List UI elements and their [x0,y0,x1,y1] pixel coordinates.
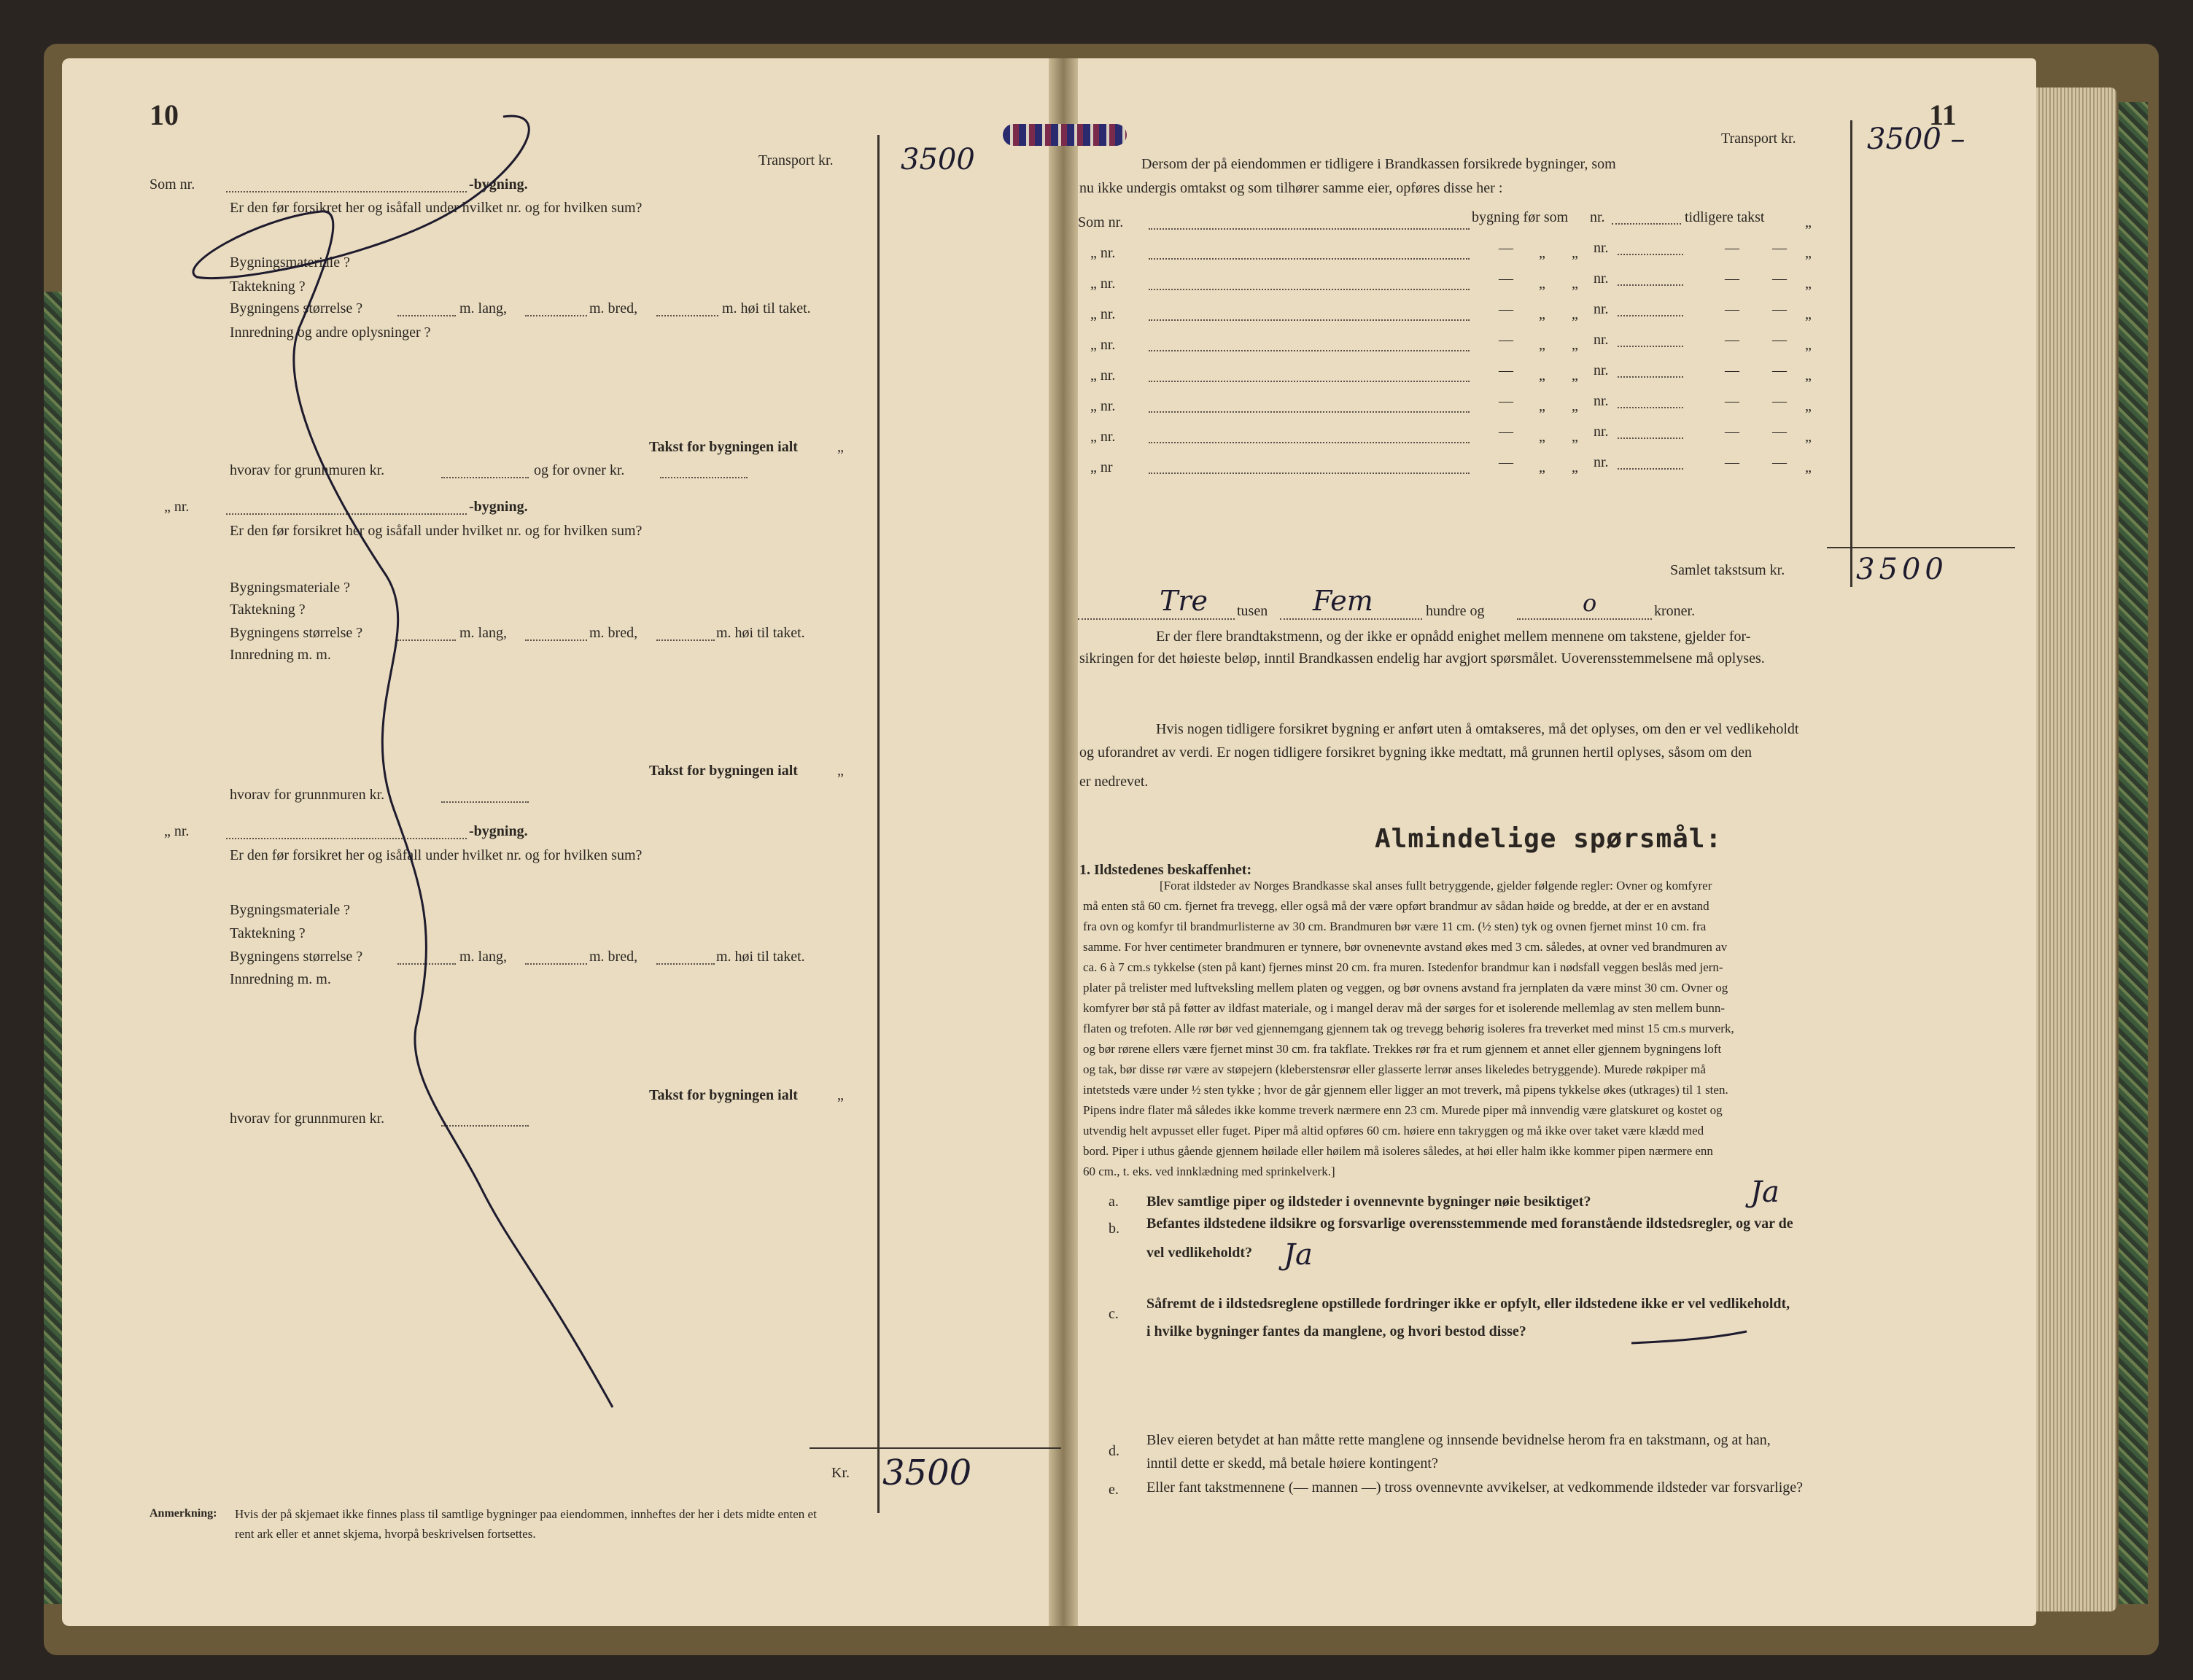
row-ditto: „ [1539,429,1545,445]
building-nr-field[interactable] [1149,228,1470,230]
row-ditto: „ [1539,368,1545,384]
page-edges [2036,88,2116,1611]
takst-label: Takst for bygningen ialt [649,763,798,779]
width-unit: m. bred, [589,949,638,965]
kr-value-left: 3500 [882,1452,972,1493]
row-dash: — [1772,454,1787,470]
para2-line-3: er nedrevet. [1079,774,1149,790]
hundre-label: hundre og [1426,603,1485,619]
regulation-line: 60 cm., t. eks. ved innklædning med sprinkelverk.] [1083,1164,1335,1178]
question-b-line-1: Befantes ildstedene ildsikre og forsvarlige overensstemmende med foranstående ildstedsregler, og var de [1146,1216,1793,1232]
question-e-letter: e. [1109,1482,1119,1498]
bygning-label: -bygning. [469,823,528,839]
size-label: Bygningens størrelse ? [230,300,363,316]
pen-strike-mark [175,109,686,1422]
roof-label: Taktekning ? [230,925,306,941]
row-dash: — [1499,424,1513,440]
row-prefix: „ nr. [1090,337,1116,353]
row-dash: — [1725,393,1739,409]
regulation-line: fra ovn og komfyr til brandmurlisterne av 30 cm. Brandmuren bør være 11 cm. (½ sten) tyk og ovnen fjernet minst 10 cm. fra [1083,919,1707,933]
nr-label: nr. [1594,424,1609,440]
nr-label: nr. [1594,271,1609,287]
row-prefix: „ nr [1090,459,1113,475]
regulation-line: må enten stå 60 cm. fjernet fra trevegg, eller også må der være opført brandmur av sådan høide og bredde, at der er en avstand [1083,899,1709,913]
total-rule-left [810,1447,1061,1449]
row-dash: — [1772,332,1787,348]
question-d-letter: d. [1109,1443,1119,1459]
tusen-field[interactable] [1078,618,1235,620]
height-unit: m. høi til taket. [716,949,805,965]
row-dash: — [1725,424,1739,440]
question-c-answer-dash [1630,1327,1750,1349]
kroner-label: kroner. [1654,603,1696,619]
interior-label: Innredning m. m. [230,971,331,987]
row-ditto: „ [1572,306,1578,322]
row-prefix: „ nr. [1090,398,1116,414]
takst-ditto: „ [837,763,844,779]
row-ditto: „ [1572,368,1578,384]
row-ditto: „ [1805,245,1812,261]
interior-label: Innredning m. m. [230,647,331,663]
regulation-line: bord. Piper i uthus gående gjennem høilade eller høilem må isoleres således, at høi eller halm ikke kommer pipen nærmere enn [1083,1144,1713,1158]
regulation-line: Pipens indre flater må således ikke komme treverk nærmere enn 23 cm. Murede piper må innvendig være glatskuret og kostet og [1083,1103,1723,1117]
stoves-label: og for ovner kr. [534,462,625,478]
question-a-text: Blev samtlige piper og ildsteder i ovennevnte bygninger nøie besiktiget? [1146,1194,1591,1210]
length-unit: m. lang, [459,949,507,965]
nr-label: nr. [1594,454,1609,470]
transport-value-left: 3500 [901,143,975,176]
row-dash: — [1725,362,1739,378]
row-nr-field[interactable] [1618,254,1683,255]
length-unit: m. lang, [459,625,507,641]
row-ditto: „ [1805,214,1812,230]
foundation-label: hvorav for grunnmuren kr. [230,787,385,803]
row-nr-field[interactable] [1618,438,1683,439]
row-dash: — [1499,271,1513,287]
row-prefix: „ nr. [1090,306,1116,322]
row-prefix: Som nr. [1078,214,1124,230]
samlet-rule [1827,547,2015,548]
para2-line-2: og uforandret av verdi. Er nogen tidligere forsikret bygning ikke medtatt, må grunnen hertil oplyses, såsom om den [1079,744,1752,761]
nr-label: nr. [1594,332,1609,348]
section-prefix: „ nr. [164,823,190,839]
width-unit: m. bred, [589,300,638,316]
height-unit: m. høi til taket. [716,625,805,641]
row-nr-field[interactable] [1618,407,1683,408]
samlet-value: 3500 [1856,553,1948,586]
row-ditto: „ [1572,276,1578,292]
row-nr-field[interactable] [1618,315,1683,316]
row-field[interactable] [1149,319,1470,321]
regulation-line: [Forat ildsteder av Norges Brandkasse skal anses fullt betryggende, gjelder følgende regler: Ovner og komfyrer [1160,879,1712,892]
size-label: Bygningens størrelse ? [230,949,363,965]
row-dash: — [1772,393,1787,409]
row-dash: — [1499,332,1513,348]
page-number-left: 10 [150,98,179,131]
row-field[interactable] [1149,350,1470,351]
row-nr-field[interactable] [1618,284,1683,286]
anmerkning-line-1: Hvis der på skjemaet ikke finnes plass til samtlige bygninger paa eiendommen, innheftes der her i dets midte enten et [235,1507,817,1521]
bygning-label: -bygning. [469,499,528,515]
takst-label: Takst for bygningen ialt [649,439,798,455]
regulation-line: utvendig helt avpusset eller fuget. Piper må altid opføres 60 cm. høiere enn takryggen og må ikke over taket være klædd med [1083,1124,1704,1138]
para1-line-1: Er der flere brandtakstmenn, og der ikke er opnådd enighet mellem mennene om takstene, gjelder for- [1156,629,1751,645]
question-d-line-1: Blev eieren betydet at han måtte rette manglene og innsende bevidnelse herom fra en takstmann, og at han, [1146,1432,1771,1448]
para1-line-2: sikringen for det høieste beløp, inntil Brandkassen endelig har avgjort spørsmålet. Uoverensstemmelsene må oplyses. [1079,650,1765,666]
question-b-line-2: vel vedlikeholdt? [1146,1245,1253,1261]
row-ditto: „ [1539,337,1545,353]
prior-insurance-question: Er den før forsikret her og isåfall under hvilket nr. og for hvilken sum? [230,523,643,539]
section-prefix: „ nr. [164,499,190,515]
row-dash: — [1725,301,1739,317]
regulation-line: intetsteds være under ½ sten tykke ; hvor de går gjennem eller ligger an mot treverk, må pipens tykkelse økes (utkrages) til 1 sten. [1083,1083,1728,1097]
page-number-right: 11 [1929,98,1957,131]
row-dash: — [1772,362,1787,378]
question-1-label: 1. Ildstedenes beskaffenhet: [1079,862,1252,878]
row-prefix: „ nr. [1090,276,1116,292]
row-field[interactable] [1149,289,1470,290]
transport-label-left: Transport kr. [758,152,834,168]
roof-label: Taktekning ? [230,279,306,295]
question-c-line-1: Såfremt de i ildstedsreglene opstillede fordringer ikke er opfylt, eller ildstedene ikke er vel vedlikeholdt, [1146,1296,1790,1312]
nr-label: nr. [1594,393,1609,409]
column-rule-right [1850,120,1852,587]
og-field[interactable] [1517,618,1652,620]
row-field[interactable] [1149,472,1470,474]
question-b-letter: b. [1109,1221,1119,1237]
row-dash: — [1725,454,1739,470]
regulation-line: plater på trelister med luftveksling mellem platen og veggen, og bør ovnens avstand fra jernplaten da være minst 30 cm. Ovner og [1083,981,1728,995]
tusen-label: tusen [1237,603,1268,619]
row-dash: — [1499,454,1513,470]
row-dash: — [1499,301,1513,317]
column-rule-left [877,135,880,1513]
row-ditto: „ [1805,276,1812,292]
row-dash: — [1772,424,1787,440]
row-ditto: „ [1539,398,1545,414]
row-ditto: „ [1572,245,1578,261]
row-ditto: „ [1539,459,1545,475]
og-handwritten: o [1583,589,1597,617]
size-label: Bygningens størrelse ? [230,625,363,641]
kr-label-left: Kr. [831,1465,850,1481]
row-prefix: „ nr. [1090,429,1116,445]
row-field[interactable] [1149,411,1470,413]
question-d-line-2: inntil dette er skedd, må betale høiere kontingent? [1146,1455,1438,1471]
regulation-line: og bør rørene ellers være fjernet minst 30 cm. fra takflate. Trekkes rør fra et rum gjennem et annet eller gjennem bygningens loft [1083,1042,1722,1056]
row-field[interactable] [1149,381,1470,382]
binding-seal [1003,124,1127,146]
row-ditto: „ [1572,337,1578,353]
width-unit: m. bred, [589,625,638,641]
regulation-line: ca. 6 à 7 cm.s tykkelse (sten på kant) fjernes minst 20 cm. fra muren. Istedenfor brandmur kan i nødsfall veggen beslås med jern- [1083,960,1723,974]
row-dash: — [1772,240,1787,256]
interior-label: Innredning og andre oplysninger ? [230,324,431,341]
hundre-handwritten: Fem [1313,585,1373,617]
material-label: Bygningsmateriale ? [230,580,350,596]
row-field[interactable] [1149,442,1470,443]
row-ditto: „ [1572,398,1578,414]
row-ditto: „ [1572,459,1578,475]
row-dash: — [1772,301,1787,317]
row-dash: — [1725,271,1739,287]
row-nr-field[interactable] [1618,346,1683,347]
row-dash: — [1499,362,1513,378]
intro-line-1: Dersom der på eiendommen er tidligere i Brandkassen forsikrede bygninger, som [1141,156,1616,172]
row-nr-field[interactable] [1618,468,1683,470]
marbled-edge-right [2119,102,2148,1604]
takst-ditto: „ [837,439,844,455]
question-a-letter: a. [1109,1194,1119,1210]
row-dash: — [1499,240,1513,256]
row-ditto: „ [1572,429,1578,445]
row-dash: — [1499,393,1513,409]
row-dash: — [1725,332,1739,348]
row-ditto: „ [1539,276,1545,292]
row-field[interactable] [1149,258,1470,260]
foundation-label: hvorav for grunnmuren kr. [230,1111,385,1127]
height-unit: m. høi til taket. [722,300,811,316]
bygning-label: -bygning. [469,176,528,192]
prior-insurance-question: Er den før forsikret her og isåfall under hvilket nr. og for hvilken sum? [230,200,643,216]
roof-label: Taktekning ? [230,602,306,618]
section-heading: Almindelige spørsmål: [1375,824,1723,854]
takst-label: Takst for bygningen ialt [649,1087,798,1103]
transport-label-right: Transport kr. [1721,131,1796,147]
question-b-answer: Ja [1284,1238,1313,1272]
nr-label: nr. [1594,362,1609,378]
prior-insurance-question: Er den før forsikret her og isåfall under hvilket nr. og for hvilken sum? [230,847,643,863]
row-ditto: „ [1805,459,1812,475]
book-spine [1049,58,1078,1626]
question-c-line-2: i hvilke bygninger fantes da manglene, og hvori bestod disse? [1146,1323,1526,1339]
foundation-label: hvorav for grunnmuren kr. [230,462,385,478]
section-prefix: Som nr. [150,176,195,192]
material-label: Bygningsmateriale ? [230,254,350,271]
row-prefix: „ nr. [1090,245,1116,261]
regulation-line: samme. For hver centimeter brandmuren er tynnere, bør ovnenevnte avstand økes med 3 cm. således, at ovner ved brandmuren av [1083,940,1728,954]
bygning-for-label: bygning før som [1472,209,1569,225]
regulation-line: flaten og trefoten. Alle rør bør ved gjennemgang gjennem tak og trevegg behørig isoleres fra treverket med minst 15 cm.s murverk, [1083,1022,1734,1035]
regulation-line: og tak, bør disse rør være av støpejern (kleberstensrør eller glasserte lerrør anses likeledes betryggende). Murede røkpiper må [1083,1062,1706,1076]
prior-nr-field[interactable] [1612,223,1681,225]
hundre-field[interactable] [1280,618,1422,620]
row-ditto: „ [1539,245,1545,261]
row-dash: — [1772,271,1787,287]
nr-label: nr. [1590,209,1605,225]
samlet-label: Samlet takstsum kr. [1670,562,1785,578]
row-ditto: „ [1805,306,1812,322]
row-prefix: „ nr. [1090,368,1116,384]
anmerkning-line-2: rent ark eller et annet skjema, hvorpå beskrivelsen fortsettes. [235,1527,536,1541]
intro-line-2: nu ikke undergis omtakst og som tilhører samme eier, opføres disse her : [1079,180,1503,196]
regulation-line: komfyrer bør stå på føtter av ildfast materiale, og i mangel derav må der sørges for et isolerende mellemlag av sten mellem bunn- [1083,1001,1726,1015]
nr-label: nr. [1594,240,1609,256]
anmerkning-label: Anmerkning: [150,1507,217,1520]
question-e-text: Eller fant takstmennene (— mannen —) tross ovennevnte avvikelser, at vedkommende ildsteder var forsvarlige? [1146,1479,1803,1496]
row-ditto: „ [1539,306,1545,322]
nr-label: nr. [1594,301,1609,317]
takst-ditto: „ [837,1087,844,1103]
row-dash: — [1725,240,1739,256]
question-c-letter: c. [1109,1306,1119,1322]
row-ditto: „ [1805,368,1812,384]
row-ditto: „ [1805,337,1812,353]
para2-line-1: Hvis nogen tidligere forsikret bygning er anført uten å omtakseres, må det oplyses, om den er vel vedlikeholdt [1156,721,1799,737]
row-ditto: „ [1805,398,1812,414]
material-label: Bygningsmateriale ? [230,902,350,918]
length-unit: m. lang, [459,300,507,316]
row-ditto: „ [1805,429,1812,445]
transport-value-right: 3500 – [1867,122,1965,156]
tidligere-takst-label: tidligere takst [1685,209,1765,225]
row-nr-field[interactable] [1618,376,1683,378]
tusen-handwritten: Tre [1160,585,1208,617]
question-a-answer: Ja [1750,1175,1779,1209]
